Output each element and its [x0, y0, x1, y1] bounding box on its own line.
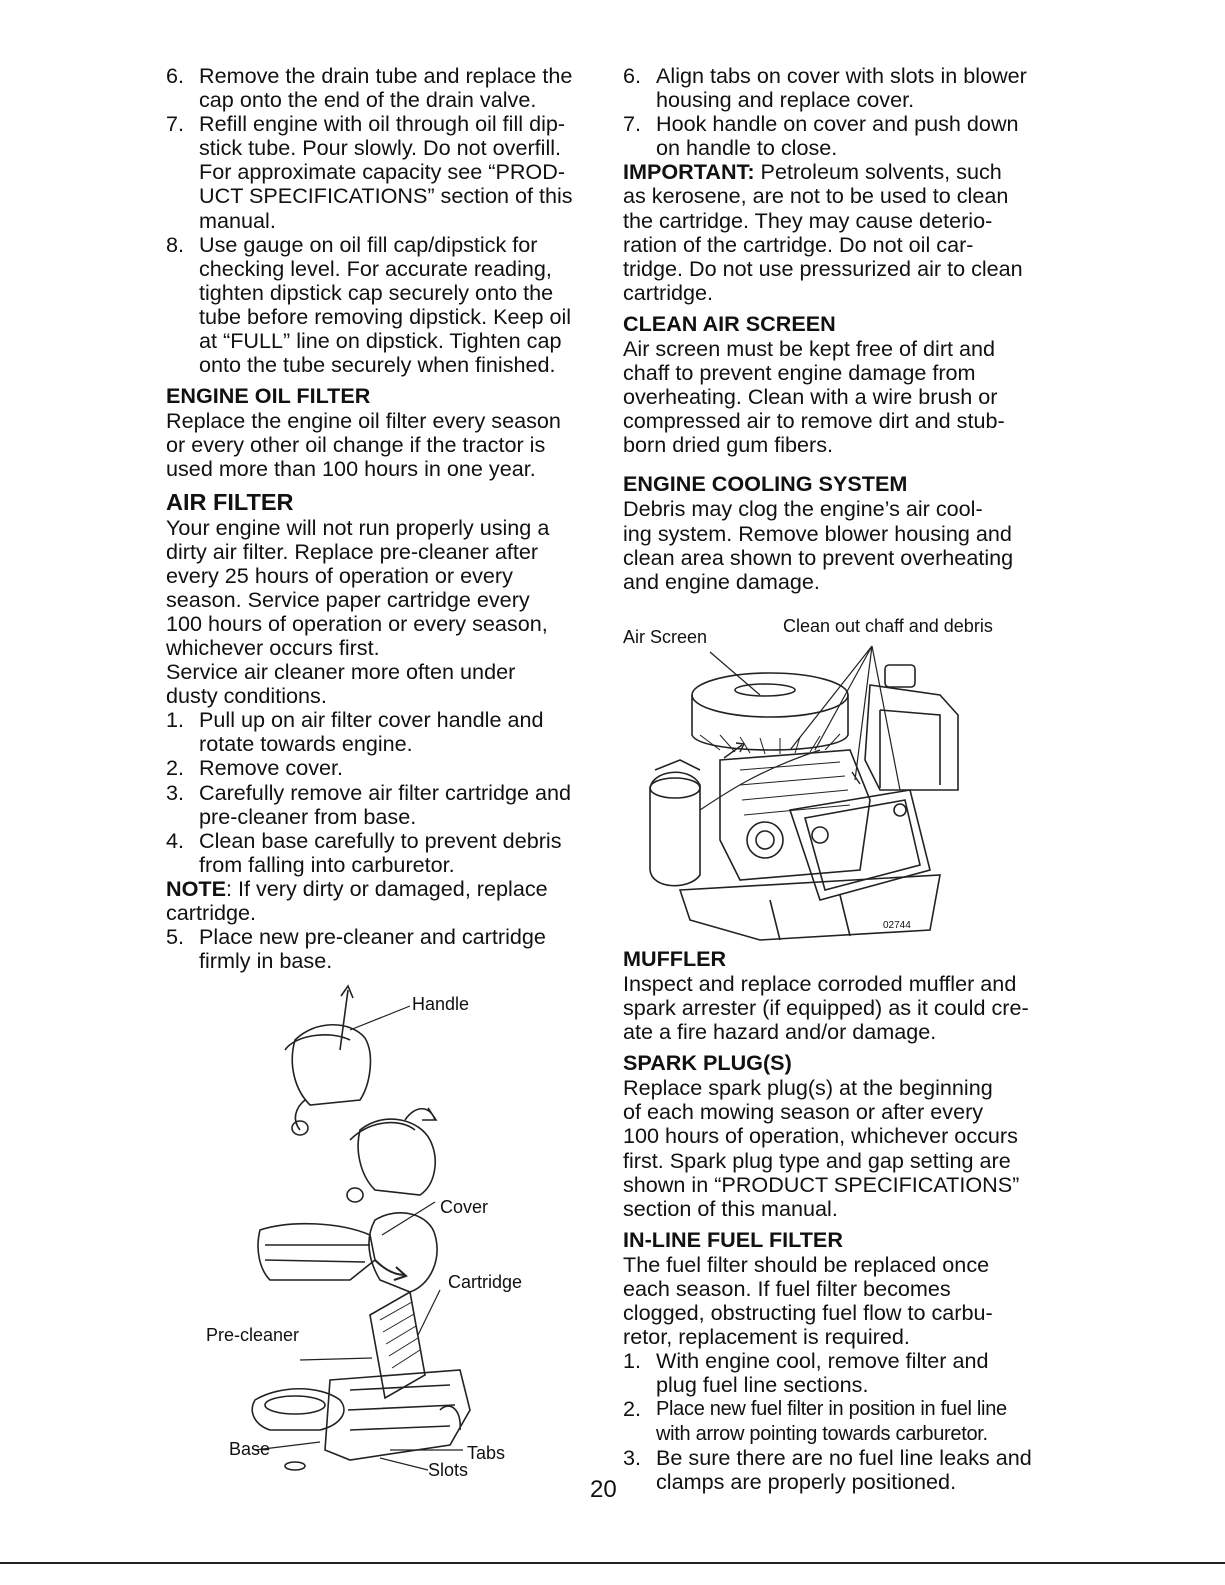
fuel-filter-heading: IN-LINE FUEL FILTER [623, 1226, 843, 1252]
step-text: Place new pre-cleaner and cartridge firmly in base. [199, 924, 546, 974]
step-text: Carefully remove air filter cartridge and pre-cleaner from base. [199, 779, 572, 829]
figure-code: 02744 [883, 920, 911, 931]
step-number: 2. [166, 755, 185, 781]
step-text: Hook handle on cover and push down on handle to close. [656, 111, 1019, 161]
muffler-heading: MUFFLER [623, 946, 727, 971]
air-screen-label: Air Screen [623, 627, 708, 647]
clean-air-screen-heading: CLEAN AIR SCREEN [623, 310, 836, 336]
step-text: Clean base carefully to prevent debris from falling into carburetor. [199, 827, 562, 877]
step-4-left [166, 829, 596, 877]
bottom-divider [0, 1562, 1225, 1564]
important-label: IMPORTANT: [623, 159, 755, 185]
step-3-right [623, 1446, 1053, 1494]
engine-cooling-text: Debris may clog the engine’s air cool- ing system. Remove blower housing and clean area shown to prevent overheating and engine damage. [623, 496, 1014, 594]
step-2-left [166, 756, 596, 780]
step-number: 8. [166, 231, 185, 257]
clean-air-screen-text: Air screen must be kept free of dirt and chaff to prevent engine damage from overheating. Clean with a wire brush or compressed air to remove dirt and stub- born dried gum fibers. [623, 335, 1005, 458]
tabs-label: Tabs [467, 1443, 506, 1463]
engine-cooling-heading: ENGINE COOLING SYSTEM [623, 471, 908, 497]
step-text: Align tabs on cover with slots in blower housing and replace cover. [656, 63, 1027, 113]
engine-oil-filter-text: Replace the engine oil filter every season or every other oil change if the tractor is used more than 100 hours in one year. [166, 408, 561, 482]
step-3-left [166, 781, 596, 829]
step-text: With engine cool, remove filter and plug fuel line sections. [656, 1348, 989, 1398]
spark-plug-text: Replace spark plug(s) at the beginning of each mowing season or after every 100 hours of operation, whichever occurs first. Spark plug type and gap setting are shown in “PRODUCT SPECIFICATIONS” section of this manual. [623, 1075, 1020, 1221]
left-column [166, 64, 596, 973]
cover-label: Cover [440, 1197, 489, 1217]
muffler-text: Inspect and replace corroded muffler and spark arrester (if equipped) as it could cre- ate a fire hazard and/or damage. [623, 971, 1029, 1045]
step-number: 1. [166, 707, 185, 733]
step-text: Remove cover. [199, 755, 344, 781]
pre-cleaner-label: Pre-cleaner [206, 1325, 300, 1345]
engine-oil-filter-heading: ENGINE OIL FILTER [166, 383, 371, 409]
step-6-right [623, 64, 1053, 112]
base-label: Base [229, 1439, 271, 1459]
step-5-left [166, 925, 596, 973]
right-column-lower [623, 946, 1053, 1494]
step-text: Use gauge on oil fill cap/dipstick for checking level. For accurate reading, tighten dipstick cap securely onto the tube before removing dipstick. Keep oil at “FULL” line on dipstick. Tighten cap onto the tube securely when finished. [199, 231, 572, 378]
handle-label: Handle [412, 994, 470, 1014]
fuel-filter-text: The fuel filter should be replaced once each season. If fuel filter becomes clogged, obstructing fuel flow to carbu- retor, replacement is required. [623, 1251, 993, 1350]
step-7-left [166, 112, 596, 232]
note-text: : If very dirty or damaged, replace cartridge. [166, 875, 548, 925]
air-filter-illustration [200, 980, 560, 1500]
step-number: 6. [166, 63, 185, 88]
step-text: Refill engine with oil through oil fill dip- stick tube. Pour slowly. Do not overfill. For approximate capacity see “PROD- UCT SPECIFICATIONS” section of this manual. [199, 111, 573, 233]
step-number: 7. [623, 111, 642, 137]
note-label: NOTE [166, 875, 226, 901]
step-6-left [166, 64, 596, 112]
important-paragraph [623, 160, 1053, 305]
step-text: Pull up on air filter cover handle and rotate towards engine. [199, 707, 544, 757]
step-text: Place new fuel filter in position in fuel line with arrow pointing towards carburetor. [656, 1398, 1007, 1445]
step-number: 2. [623, 1396, 642, 1422]
note-paragraph [166, 877, 596, 925]
step-number: 3. [166, 779, 185, 805]
step-number: 1. [623, 1348, 642, 1374]
spark-plug-heading: SPARK PLUG(S) [623, 1050, 792, 1076]
important-text: Petroleum solvents, such as kerosene, are not to be used to clean the cartridge. They may cause deterio- ration of the cartridge. Do not oil car- tridge. Do not use pressurized air to clean cartridge. [623, 159, 1023, 305]
step-number: 6. [623, 63, 642, 88]
page-number: 20 [590, 1476, 617, 1503]
step-text: Be sure there are no fuel line leaks and clamps are properly positioned. [656, 1444, 1032, 1494]
air-filter-text-dusty: Service air cleaner more often under dusty conditions. [166, 659, 516, 709]
step-number: 7. [166, 111, 185, 137]
step-number: 5. [166, 924, 185, 950]
air-filter-heading: AIR FILTER [166, 488, 294, 515]
step-7-right [623, 112, 1053, 160]
clean-out-label: Clean out chaff and debris [783, 616, 993, 636]
step-text: Remove the drain tube and replace the cap onto the end of the drain valve. [199, 63, 573, 113]
right-column-upper [623, 64, 1053, 594]
engine-illustration [640, 640, 970, 950]
slots-label: Slots [428, 1460, 469, 1480]
step-1-right [623, 1349, 1053, 1397]
step-1-left [166, 708, 596, 756]
cartridge-label: Cartridge [448, 1272, 523, 1292]
step-2-right [623, 1397, 1053, 1445]
air-filter-text: Your engine will not run properly using a dirty air filter. Replace pre-cleaner after every 25 hours of operation or every season. Service paper cartridge every 100 hours of operation or every season, whichever occurs first. [166, 514, 550, 660]
step-8-left [166, 233, 596, 378]
step-number: 4. [166, 827, 185, 853]
step-number: 3. [623, 1444, 642, 1470]
